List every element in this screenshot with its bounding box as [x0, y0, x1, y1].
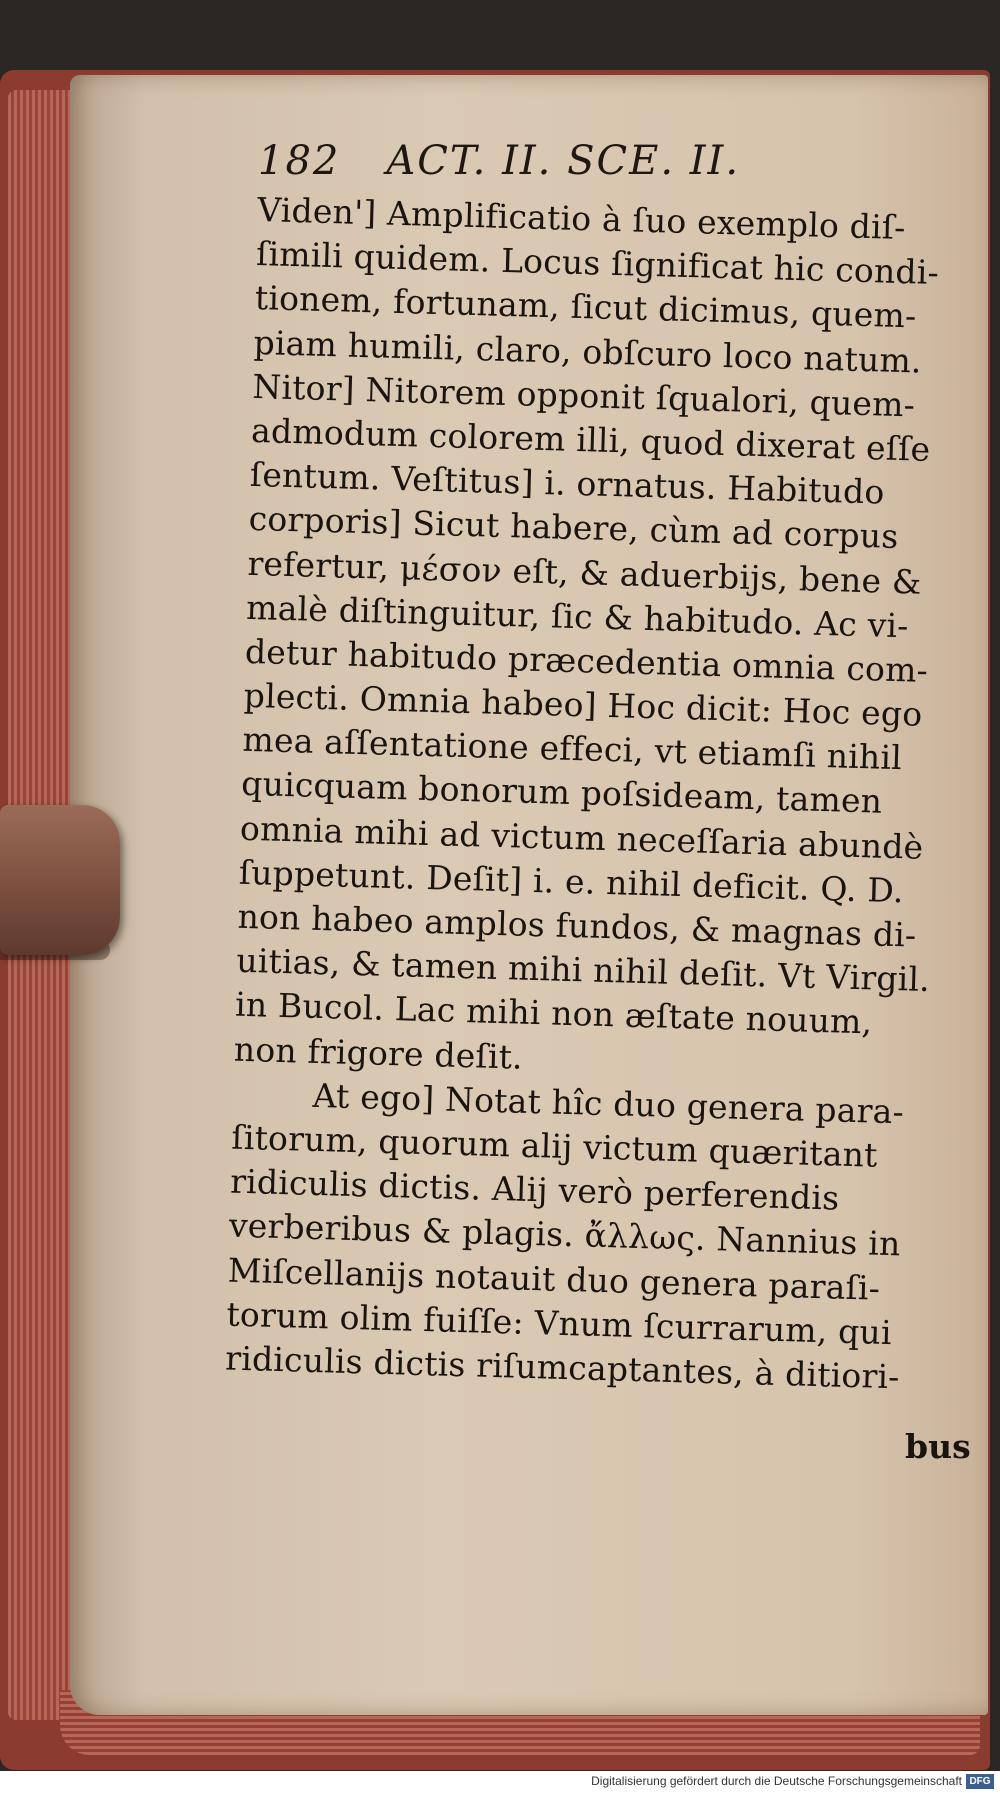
page-number: 182 [258, 138, 341, 184]
book-clasp [0, 805, 120, 955]
text-line: verberibus & plagis. ἄλλως. Nannius in [228, 1205, 902, 1264]
text-line: ſimili quidem. Locus ſignificat hic condi- [255, 234, 940, 293]
text-line: Miſcellanijs notauit duo genera paraſi- [227, 1250, 881, 1308]
text-line: uitias, & tamen mihi nihil deſit. Vt Virgil. [235, 940, 931, 1000]
text-line: plecti. Omnia habeo] Hoc dicit: Hoc ego [243, 675, 923, 734]
text-line: corporis] Sicut habere, cùm ad corpus [248, 499, 899, 557]
text-line: torum olim fuiſſe: Vnum ſcurrarum, qui [226, 1294, 893, 1352]
text-line: piam humili, claro, obſcuro loco natum. [253, 322, 923, 381]
text-line: non habeo amplos fundos, & magnas di- [237, 896, 917, 955]
digitization-footer [0, 1771, 1000, 1793]
text-line: ridiculis dictis riſumcaptantes, à ditiori- [224, 1338, 901, 1397]
text-line: non frigore deſit. [233, 1029, 524, 1077]
text-line: refertur, μέσον eſt, & aduerbijs, bene & [246, 543, 923, 602]
text-line: ridiculis dictis. Alij verò perferendis [229, 1161, 840, 1218]
text-line: Viden'] Amplificatio à ſuo exemplo diſ- [256, 189, 907, 248]
text-line: in Bucol. Lac mihi non æſtate nouum, [234, 985, 873, 1042]
text-line: malè diſtinguitur, ſic & habitudo. Ac vi- [245, 587, 910, 646]
text-line: ſentum. Veſtitus] i. ornatus. Habitudo [249, 455, 886, 512]
text-line: admodum colorem illi, quod dixerat eſſe [250, 410, 931, 469]
text-line: mea aſſentatione effeci, vt etiamſi nihil [242, 720, 903, 778]
running-head-title: ACT. II. SCE. II. [386, 138, 741, 184]
text-line-paragraph-start: At ego] Notat hîc duo genera para- [312, 1075, 905, 1132]
text-line: tionem, fortunam, ſicut dicimus, quem- [254, 278, 917, 336]
text-line: ſuppetunt. Deſit] i. e. nihil deficit. Q. D. [238, 852, 905, 911]
running-head [258, 138, 898, 184]
text-line: quicquam bonorum poſsideam, tamen [240, 764, 883, 822]
text-line: detur habitudo præcedentia omnia com- [244, 631, 929, 690]
text-line: ſitorum, quorum alij victum quæritant [230, 1117, 879, 1175]
catchword: bus [905, 1427, 971, 1466]
text-line: omnia mihi ad victum neceſſaria abundè [239, 808, 924, 867]
footer-credit: Digitalisierung gefördert durch die Deutsche Forschungsgemeinschaft [591, 1774, 962, 1788]
text-line: Nitor] Nitorem opponit ſqualori, quem- [251, 366, 916, 425]
dfg-logo-icon: DFG [966, 1774, 994, 1789]
body-text [225, 188, 968, 1400]
